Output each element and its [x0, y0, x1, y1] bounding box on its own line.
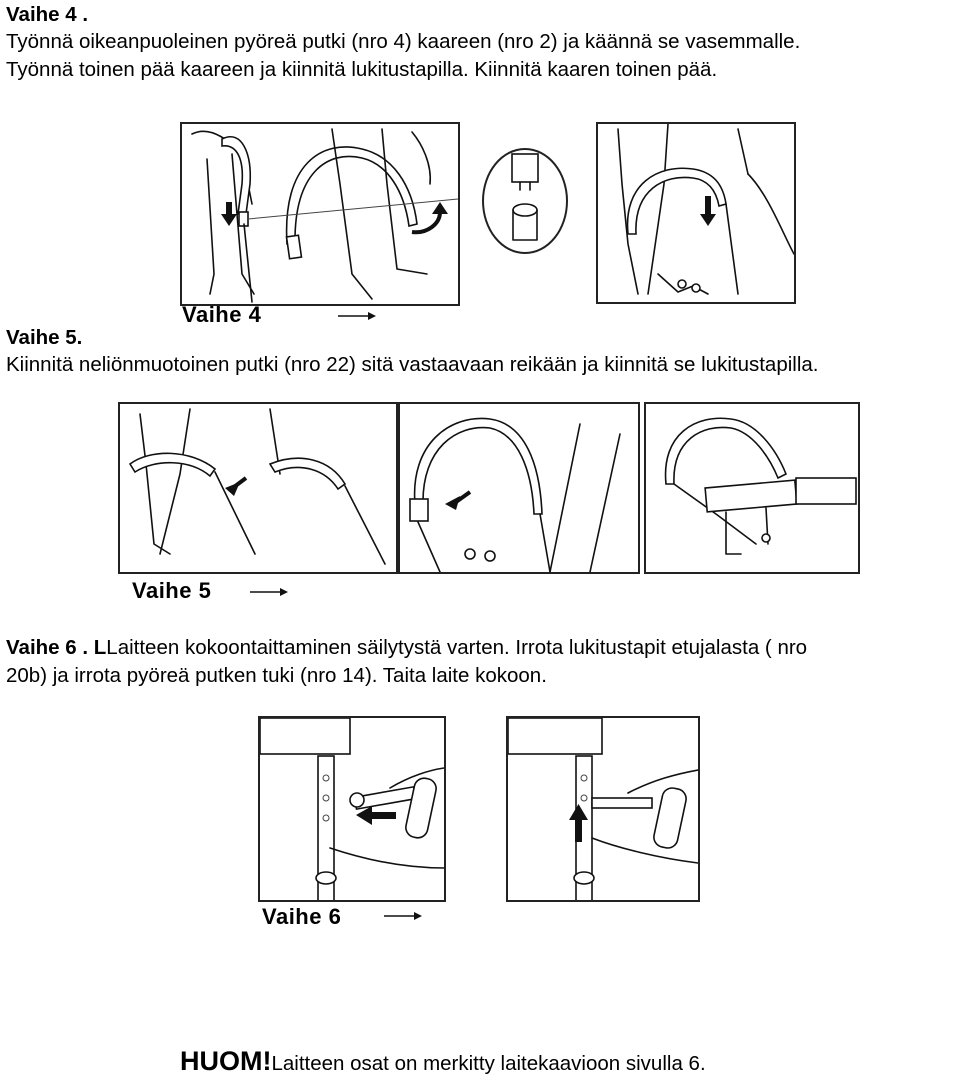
arrow-down-icon	[445, 492, 470, 510]
step4-illustration-left	[180, 122, 460, 306]
arrow-down-icon	[221, 202, 237, 226]
step5-illustration-right	[644, 402, 860, 574]
step6-instruction-line2: 20b) ja irrota pyöreä putken tuki (nro 14). Taita laite kokoon.	[6, 664, 547, 687]
step5-instruction-line1: Kiinnitä neliönmuotoinen putki (nro 22) sitä vastaavaan reikään ja kiinnitä se lukitustapilla.	[6, 353, 819, 376]
note-text: Laitteen osat on merkitty laitekaavioon sivulla 6.	[271, 1052, 706, 1075]
step4-detail-circle	[482, 148, 568, 254]
rotate-arrow-icon	[412, 202, 448, 232]
step5-illustration-left	[118, 402, 398, 574]
step6-illustration-right	[506, 716, 700, 902]
step6-instruction-line1: Vaihe 6 . LLaitteen kokoontaittaminen säilytystä varten. Irrota lukitustapit etujalasta ( nro	[6, 636, 808, 659]
right-arrow-icon	[250, 586, 290, 598]
step5-illustration-middle	[398, 402, 640, 574]
step4-instruction-line2: Työnnä toinen pää kaareen ja kiinnitä lukitustapilla. Kiinnitä kaaren toinen pää.	[6, 58, 718, 81]
step5-caption: Vaihe 5	[132, 578, 212, 603]
right-arrow-icon	[384, 910, 424, 922]
step4-illustration-right	[596, 122, 796, 304]
step4-heading: Vaihe 4 .	[6, 3, 89, 26]
arrow-down-icon	[700, 196, 716, 226]
step6-caption: Vaihe 6	[262, 904, 342, 929]
step4-instruction-line1: Työnnä oikeanpuoleinen pyöreä putki (nro 4) kaareen (nro 2) ja käännä se vasemmalle.	[6, 30, 801, 53]
note-highlight: HUOM!	[180, 1046, 272, 1076]
step6-instruction-line1-rest: Laitteen kokoontaittaminen säilytystä varten. Irrota lukitustapit etujalasta ( nro	[106, 636, 808, 659]
footer-note	[180, 1046, 706, 1077]
step6-heading: Vaihe 6 .	[6, 636, 89, 659]
right-arrow-icon	[338, 310, 378, 322]
step4-caption: Vaihe 4	[182, 302, 262, 327]
step5-heading: Vaihe 5.	[6, 326, 83, 349]
step6-illustration-left	[258, 716, 446, 902]
arrow-down-icon	[225, 478, 246, 496]
